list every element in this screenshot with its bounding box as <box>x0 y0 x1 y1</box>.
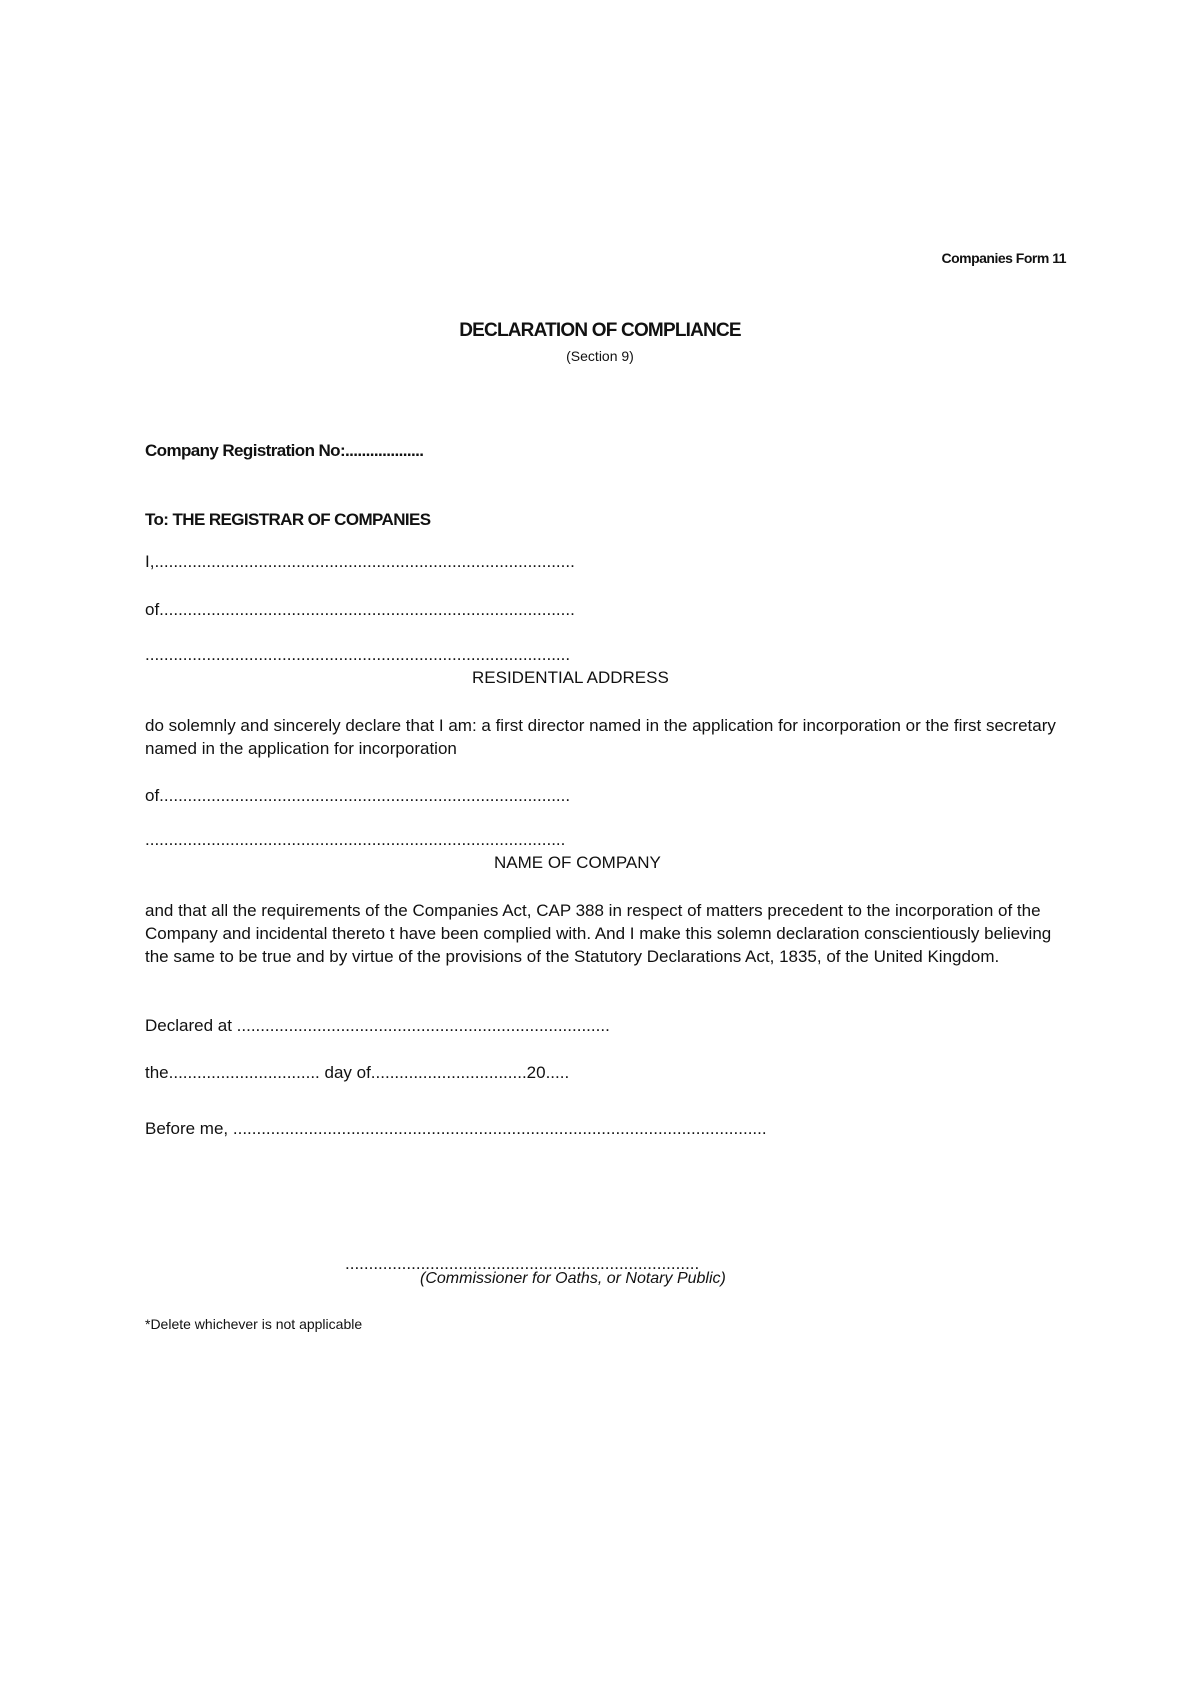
form-number: Companies Form 11 <box>941 250 1066 266</box>
before-me-field: Before me, ................................................................................................................. <box>145 1119 767 1138</box>
commissioner-signature-line: ........................................................................... <box>345 1254 700 1273</box>
company-of-field: of....................................................................................... <box>145 786 571 805</box>
declarant-name-field: I,......................................................................................... <box>145 552 575 571</box>
residential-address-field: .......................................................................................... <box>145 645 571 664</box>
company-name-field: ......................................................................................... <box>145 830 566 849</box>
company-name-caption: NAME OF COMPANY <box>494 853 661 872</box>
section-reference: (Section 9) <box>566 348 634 364</box>
document-title: DECLARATION OF COMPLIANCE <box>459 320 741 341</box>
commissioner-signature-label: (Commissioner for Oaths, or Notary Public) <box>420 1270 726 1287</box>
declaration-paragraph: do solemnly and sincerely declare that I am: a first director named in the application for incorporation or the first secretary named in the application for incorporation <box>145 716 1056 758</box>
company-registration-number: Company Registration No:................... <box>145 441 424 460</box>
residential-address-caption: RESIDENTIAL ADDRESS <box>472 668 669 687</box>
compliance-paragraph: and that all the requirements of the Companies Act, CAP 388 in respect of matters precedent to the incorporation of the Company and incidental thereto t have been complied with. And I make this solemn declaration conscientiously believing the same to be true and by virtue of the provisions of the Statutory Declarations Act, 1835, of the United Kingdom. <box>145 901 1052 966</box>
declarant-of-field: of........................................................................................ <box>145 600 575 619</box>
addressee-line: To: THE REGISTRAR OF COMPANIES <box>145 510 431 529</box>
declared-at-field: Declared at ............................................................................... <box>145 1016 610 1035</box>
footnote: *Delete whichever is not applicable <box>145 1316 363 1332</box>
declaration-date-field: the................................ day of.................................20..... <box>145 1063 570 1082</box>
